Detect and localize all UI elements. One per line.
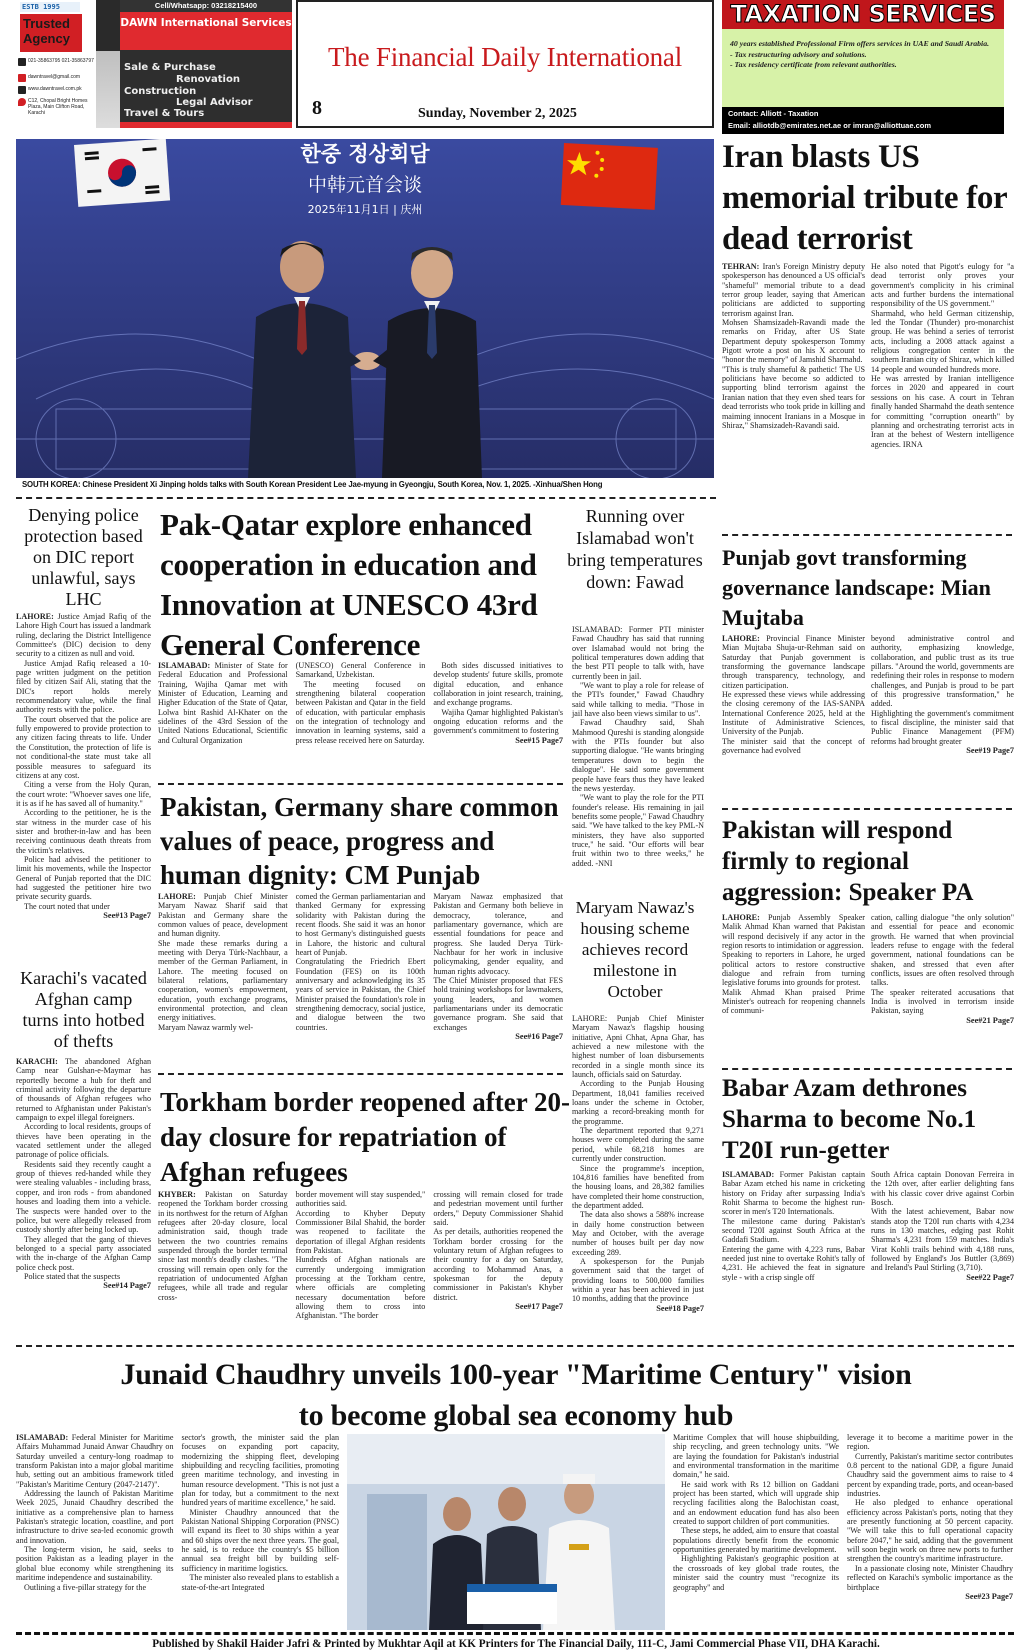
dateline: LAHORE: — [572, 1014, 608, 1023]
ad-tax-email[interactable]: Email: alliotdb@emirates.net.ae or imran@alliottuae.com — [728, 121, 932, 130]
ad-service: Construction — [124, 86, 197, 97]
paragraph: Malik Ahmad Khan praised Prime Minister's outreach for reopening channels of communi- — [722, 987, 865, 1016]
paragraph: He also noted that Pigott's eulogy for "a dead terrorist only proves your government's complicity in his criminal acts and further burdens the international responsibility of the US government." — [871, 262, 1014, 309]
article-column — [296, 1190, 426, 1321]
article-column — [296, 892, 426, 1042]
paragraph: (UNESCO) General Conference in Samarkand, Uzbekistan. — [295, 661, 426, 680]
headline-lhc[interactable]: Denying police protection based on DIC report unlawful, says LHC — [24, 505, 143, 609]
article-column — [722, 913, 865, 1025]
article-pak-qatar — [158, 661, 563, 745]
banner-korean: 한중 정상회담 — [300, 142, 430, 166]
paragraph: Residents said they recently caught a group of thieves red-handed while they were stealing valuables - including brass, copper, and iron rods - from abandoned houses and loading them into a vehicle. The suspects were handed over to the police, but were allegedly released from custody shortly after being locked up. — [16, 1159, 151, 1235]
ad-tax-line: - Tax residency certificate from relevant authorities. — [730, 60, 897, 69]
paragraph: Highlighting the government's commitment to fiscal discipline, the minister said that Public Finance Management (PFM) reforms had brought greater — [871, 708, 1014, 746]
article-column — [871, 913, 1014, 1025]
paragraph: Punjab Chief Minister Maryam Nawaz Sharif said that Pakistan and Germany share the common values of peace, development and human dignity. — [158, 892, 288, 939]
paragraph: Mohsen Shamsizadeh-Ravandi made the remarks on Friday, after US State Department deputy spokesperson Tommy Pigott wrote a post on his X account to "honor the memory" of Jamshid Sharmahd. — [722, 318, 865, 365]
ad-phone-row — [18, 58, 100, 66]
continued-link[interactable]: See#19 Page7 — [966, 746, 1014, 756]
divider — [158, 783, 563, 786]
paragraph: "We want to play a role for release of the PTI's founder," Fawad Chaudhry said while talking to media. "Those in jail have also been views similar to us". — [572, 681, 704, 719]
headline-line: to become global sea economy hub — [298, 1399, 734, 1432]
paragraph: Punjab Chief Minister Maryam Nawaz's flagship housing initiative, Apni Chhat, Apna Ghar, has achieved a new milestone with the highest number of loan disbursements recorded in a single month since its launch, officials said on Saturday. — [572, 1014, 704, 1080]
globe-icon — [18, 86, 26, 94]
dateline: LAHORE: — [722, 913, 760, 922]
article-column — [16, 1433, 174, 1592]
article-speaker — [722, 913, 1014, 1025]
headline-housing[interactable]: Maryam Nawaz's housing scheme achieves record milestone in October — [575, 898, 695, 1001]
headline-torkham[interactable]: Torkham border reopened after 20-day closure for repatriation of Afghan refugees — [160, 1087, 570, 1187]
headline-babar[interactable]: Babar Azam dethrones Sharma to become No.1 T20I run-getter — [722, 1075, 977, 1164]
paragraph: Former Pakistan captain Babar Azam etched his name in cricketing history on Friday after surpassing India's Rohit Sharma to become the highest run-scorer in men's T20 Internationals. — [722, 1170, 865, 1217]
dateline: ISLAMABAD: — [572, 625, 623, 634]
dateline: ISLAMABAD: — [158, 661, 211, 670]
paragraph: The minister also revealed plans to establish a state-of-the-art Integrated — [181, 1573, 339, 1592]
article-punjab-govt — [722, 634, 1014, 755]
china-flag — [561, 143, 658, 210]
paragraph: Minister of State for Federal Education and Professional Training, Wajiha Qamar met with Minister of Education, Learning and Higher Education of the State of Qatar, Lolwa bint Rashid Al-Khater on the sidelines of the 43rd Session of the United Nations Educational, Scientific and Cultural Organization — [158, 661, 288, 745]
paragraph: Justice Amjad Rafiq of the Lahore High Court has issued a landmark ruling, declaring the District Intelligence Committee's (DIC) decision to deny security to a citizen as null and void. — [16, 612, 151, 659]
article-column — [871, 1170, 1014, 1282]
article-junaid-left — [16, 1433, 339, 1592]
headline-punjab-govt[interactable]: Punjab govt transforming governance landscape: Mian Mujtaba — [722, 545, 991, 630]
paragraph: A spokesperson for the Punjab government said that the target of providing loans to 500,000 families within a year has been achieved in just 10 months, adding that the province — [572, 1256, 704, 1304]
ad-website-row — [18, 86, 100, 94]
article-column — [433, 892, 563, 1042]
ad-cell-whatsapp: Cell/Whatsapp: 03218215400 — [120, 0, 292, 12]
paragraph: The department reported that 9,271 houses were completed during the same period, while 68,218 homes are currently under construction. — [572, 1126, 704, 1164]
ad-estb-label: ESTB 1995 — [20, 2, 80, 12]
article-iran — [722, 262, 1014, 449]
paragraph: The court observed that the police are fully empowered to provide protection to any citizen facing threats to life. Under the Constitution, the protection of life is not conditional-the state must take all possible measures to safeguard its citizens at any cost. — [16, 714, 151, 780]
paragraph: Federal Minister for Maritime Affairs Muhammad Junaid Anwar Chaudhry on Saturday unveiled a century-long roadmap to transform Pakistan into a major global maritime hub, setting out an ambitious framework titled "Pakistan's Maritime Century (2047-2147)". — [16, 1433, 174, 1489]
article-karachi — [16, 1057, 151, 1291]
continued-link[interactable]: See#23 Page7 — [965, 1591, 1013, 1601]
photo-illustration — [16, 139, 714, 478]
paragraph: Entering the game with 4,223 runs, Babar needed just nine to overtake Rohit's tally of 4,231. He achieved the feat in signature style - with a crisp single off — [722, 1244, 865, 1282]
article-fawad — [572, 625, 704, 868]
article-torkham — [158, 1190, 563, 1321]
headline-karachi[interactable]: Karachi's vacated Afghan camp turns into hotbed of thefts — [20, 968, 147, 1051]
ad-tax-footer — [728, 108, 931, 132]
paragraph: Former PTI minister Fawad Chaudhry has said that running over Islamabad would not bring the political temperatures down adding that the best PTI people to talk with, have currently been in jail. — [572, 625, 704, 681]
advertisement-dawn-international[interactable] — [16, 0, 292, 128]
paragraph: The abandoned Afghan Camp near Gulshan-e-Maymar has reportedly become a hub for theft and criminal activity following the departure of thousands of Afghan refugees who returned to Afghanistan under Pakistan's campaign to expel illegal foreigners. — [16, 1057, 151, 1123]
article-column — [433, 1190, 563, 1321]
paragraph: Sharmahd, who held German citizenship, led the Tondar (Thunder) pro-monarchist group. He was behind a series of terrorist acts, including a 2008 attack against a religious congregation center in the southern Iranian city of Shiraz, which killed 14 people and wounded hundreds more. — [871, 308, 1014, 374]
article-column — [158, 661, 288, 745]
paragraph: He expressed these views while addressing the closing ceremony of the IAS-SANPA International Conference 2025, held at the Institute of Administrative Sciences, University of the Punjab. — [722, 690, 865, 737]
paragraph: South Africa captain Donovan Ferreira in the 12th over, after earlier delighting fans with his classic cover drive against Corbin Bosch. — [871, 1170, 1014, 1208]
continued-link[interactable]: See#16 Page7 — [515, 1032, 563, 1042]
paragraph: He was arrested by Iranian intelligence forces in 2020 and appeared in court sessions on his case. A court in Tehran finally handed Sharmahd the death sentence for committing "corruption onearth" by planning and orchestrating terrorist acts in Iran at the behest of Western intelligence agencies. IRNA — [871, 374, 1014, 449]
paragraph: As per details, authorities reopened the Torkham border crossing for the voluntary return of Afghan refugees to their country for a day on Saturday, according to Mohammad Anas, a spokesman for the deputy commissioner in Pakistan's Khyber district. — [433, 1227, 563, 1302]
paragraph: sector's growth, the minister said the plan focuses on expanding port capacity, modernizing the shipping fleet, developing shipbuilding and recycling facilities, promoting green maritime technology, and investing in human resource development. "This is not just a plan for today, but a commitment to the next hundred years of maritime excellence," he said. — [181, 1433, 339, 1508]
ad-phones: 021-35863795 021-35863797 — [28, 58, 94, 64]
paragraph: According to Khyber Deputy Commissioner Bilal Shahid, the border was reopened to facilitate the deportation of illegal Afghan residents from Pakistan. — [295, 1208, 426, 1256]
continued-link[interactable]: See#22 Page7 — [966, 1272, 1014, 1282]
paragraph: Citing a verse from the Holy Quran, the court wrote: "Whoever saves one life, it is as if he has saved all of humanity." — [16, 780, 151, 808]
headline-line: Junaid Chaudhry unveils 100-year "Maritime Century" vision — [120, 1358, 912, 1391]
continued-link[interactable]: See#13 Page7 — [103, 911, 151, 920]
paragraph: Iran's Foreign Ministry deputy spokesperson has denounced a US official's "shameful" memorial tribute to a dead terror group leader, saying that American politicians are addicted to supporting terrorism against Iran. — [722, 262, 865, 318]
article-column — [158, 892, 288, 1042]
paragraph: Provincial Finance Minister Mian Mujtaba Shuja-ur-Rehman said on Saturday that Punjab government is transforming the governance landscape through transparency, technology, and citizen participation. — [722, 634, 865, 690]
divider — [158, 1073, 563, 1076]
divider — [722, 808, 1012, 811]
ad-website: www.dawntravel.com.pk — [28, 86, 82, 92]
paragraph: Outlining a five-pillar strategy for the — [24, 1582, 147, 1592]
paragraph: According to the Punjab Housing Department, 18,041 families received loans under the scheme in October, marking a record-breaking month for the programme. — [572, 1079, 704, 1126]
ad-tax-title: TAXATION SERVICES — [722, 0, 1004, 29]
korean-flag — [74, 139, 170, 207]
paragraph: Fawad Chaudhry said, Shah Mahmood Qureshi is standing alongside with the PTIs founder but also supporting dialogue. "He wants bringing temperatures down to begin the dialogue". He said some government people have fears thus they have leaked the news yesterday. — [572, 718, 704, 793]
ad-tax-contact: Contact: Alliott - Taxation — [728, 109, 819, 118]
paragraph: The speaker reiterated accusations that India is involved in terrorism inside Pakistan, saying — [871, 987, 1014, 1016]
article-column — [182, 1433, 340, 1592]
continued-link[interactable]: See#21 Page7 — [966, 1015, 1014, 1025]
mail-icon — [18, 74, 26, 82]
paragraph: Police stated that the suspects — [24, 1271, 121, 1281]
ad-divider-strip — [96, 0, 120, 128]
banner-date: 2025年11月1日 | 庆州 — [307, 203, 423, 216]
newspaper-title[interactable]: The Financial Daily International — [327, 42, 683, 72]
photo-caption: SOUTH KOREA: Chinese President Xi Jinping holds talks with South Korean President Lee Jae-myung in Gyeongju, South Korea, Nov. 1, 2025. -Xinhua/Shen Hong — [22, 480, 603, 489]
article-column — [433, 661, 563, 745]
headline-germany[interactable]: Pakistan, Germany share common values of peace, progress and human dignity: CM Punjab — [160, 792, 559, 890]
paragraph: Police had advised the petitioner to limit his movements, while the Inspector General of Punjab reported that the DIC had suggested the petitioner hire two private security guards. — [16, 854, 151, 902]
phone-icon — [18, 58, 26, 66]
paragraph: They alleged that the gang of thieves belonged to a special party associated with the in-charge of the Afghan Camp police check post. — [16, 1234, 151, 1272]
paragraph: Pakistan on Saturday reopened the Torkham border crossing in its northwest for the return of Afghan refugees after 20-day closure, local administration said, though trade between the two countries remains suspended through the border terminal since last month's deadly clashes. "The crossing will remain open only for the repatriation of undocumented Afghan refugees, while all trade and regular cross- — [158, 1190, 288, 1302]
article-lhc — [16, 612, 151, 920]
paragraph: cation, calling dialogue "the only solution" and essential for peace and economic growth. He warned that when provincial leaders refuse to engage with the federal government, national foundations can be shaken, and stressed that even after conflicts, issues are often resolved through talks. — [871, 913, 1014, 988]
article-column — [722, 262, 865, 449]
divider — [722, 1068, 1012, 1071]
paragraph: leverage it to become a maritime power in the region. — [847, 1433, 1013, 1452]
dateline: ISLAMABAD: — [16, 1433, 69, 1442]
paragraph: "We want to play the role for the PTI founder's release. His remaining in jail benefits some people," Fawad Chaudhry said. "We have talked to the key PML-N ministers, they have also supported truce," he said. "Our efforts will bear fruit within two to three weeks," he added. -NNI — [572, 793, 704, 868]
paragraph: With the latest achievement, Babar now stands atop the T20I run charts with 4,234 runs in 130 matches, edging past Rohit Sharma's 4,231 from 159 matches. India's Virat Kohli trails behind with 4,188 runs, followed by England's Jos Buttler (3,869) and Ireland's Paul Stirling (3,710). — [871, 1207, 1014, 1273]
continued-link[interactable]: See#18 Page7 — [656, 1303, 704, 1313]
article-junaid-right — [673, 1433, 1013, 1601]
paragraph: Minister Chaudhry announced that the Pakistan National Shipping Corporation (PNSC) will expand its fleet to 30 ships within a year and 60 ships over the next three years. The goal, he said, is to reduce the country's $5 billion annual sea freight bill by building self-sufficiency in maritime logistics. — [181, 1507, 339, 1573]
paragraph: In a passionate closing note, Minister Chaudhry reflected on Karachi's symbolic importance as the birthplace — [847, 1563, 1013, 1592]
article-column — [296, 661, 426, 745]
ad-service: Renovation — [176, 74, 240, 85]
paragraph: The court noted that under — [24, 901, 110, 911]
paragraph: Hundreds of Afghan nationals are currently undergoing immigration processing at the Torkham centre, where officials are completing necessary documentation before allowing them to cross into Afghanistan. "The border — [295, 1255, 426, 1321]
divider — [16, 1345, 1014, 1348]
issue-date: Sunday, November 2, 2025 — [418, 106, 577, 121]
dateline: LAHORE: — [16, 612, 54, 621]
headline-iran[interactable]: Iran blasts US memorial tribute for dead terrorist — [722, 139, 1007, 257]
paragraph: Speaking to reporters in Lahore, he urged political actors to restore constructive dialogue and refrain from turning legislative forums into grounds for protest. — [722, 950, 865, 988]
paragraph: "This is truly shameful & pathetic! The US politicians have become so addicted to supporting blind terrorism against the Iranian nation that they even shed tears for dead terrorists who took pride in killing and maiming innocent Iranians in a Mosque in Shiraz," Shamsizadeh-Ravandi said. — [722, 364, 865, 430]
dateline: ISLAMABAD: — [722, 1170, 775, 1179]
ad-company-name: DAWN International Services — [120, 12, 292, 50]
paragraph: crossing will remain closed for trade and pedestrian movement until further orders," Deputy Commissioner Shahid said. — [433, 1190, 563, 1228]
dateline: KHYBER: — [158, 1190, 196, 1199]
paragraph: She made these remarks during a meeting with Derya Türk-Nachbaur, a member of the German Parliament, in Lahore. The meeting focused on bilateral relations, parliamentary cooperation, women's empowerment, education, youth exchange programs, environmental protection, and clean energy initiatives. — [158, 938, 288, 1023]
article-column — [722, 634, 865, 755]
photo-maritime-ceremony[interactable] — [347, 1434, 665, 1630]
paragraph: Maryam Nawaz warmly wel- — [158, 1022, 254, 1032]
divider — [16, 1632, 1014, 1635]
ad-tax-line: 40 years established Professional Firm offers services in UAE and Saudi Arabia. — [730, 39, 990, 48]
photo-illustration — [347, 1434, 665, 1630]
paragraph: The long-term vision, he said, seeks to position Pakistan as a leading player in the global blue economy while strengthening its maritime independence and sustainability. — [16, 1545, 174, 1583]
paragraph: Maritime Complex that will house shipbuilding, ship recycling, and green technology units. "We are laying the foundation for Pakistan's industrial and environmental transformation in the maritime domain," he said. — [673, 1433, 839, 1480]
photo-xi-lee-handshake[interactable] — [16, 139, 714, 478]
continued-link[interactable]: See#15 Page7 — [515, 735, 563, 745]
advertisement-taxation-services[interactable] — [722, 0, 1004, 134]
ad-address: C12, Chopal Bright Homes Plaza, Main Clifton Road, Karachi — [28, 98, 88, 116]
article-germany — [158, 892, 563, 1042]
paragraph: Wajiha Qamar highlighted Pakistan's ongoing education reforms and the government's commitment to fostering — [433, 707, 563, 736]
paragraph: The minister said that the concept of governance had evolved — [722, 736, 865, 756]
article-column — [722, 1170, 865, 1282]
article-housing — [572, 1014, 704, 1313]
paragraph: Currently, Pakistan's maritime sector contributes 0.8 percent to the national GDP, a figure Junaid Chaudhry said the government aims to raise to 4 percent by expanding trade, ports, and ocean-based industries. — [847, 1451, 1013, 1499]
headline-speaker[interactable]: Pakistan will respond firmly to regional aggression: Speaker PA — [722, 817, 974, 906]
paragraph: Maryam Nawaz emphasized that Pakistan and Germany both believe in democracy, tolerance, and parliamentary governance, which are essential foundations for peace and progress. She lauded Derya Türk-Nachbaur for her work in inclusive policymaking, gender equality, and human rights advocacy. — [433, 892, 563, 976]
dateline: LAHORE: — [722, 634, 760, 643]
continued-link[interactable]: See#14 Page7 — [103, 1281, 151, 1291]
ad-address-row — [18, 98, 100, 116]
article-column — [158, 1190, 288, 1321]
article-column — [871, 634, 1014, 755]
paragraph: He also pledged to enhance operational efficiency across Pakistan's ports, noting that they are presently functioning at 50 percent capacity. "We will take this to full operational capacity before 2047," he said, adding that the government will soon begin work on three new ports to further strengthen the country's maritime infrastructure. — [847, 1498, 1013, 1564]
ad-tax-body — [722, 29, 1004, 107]
ad-service: Legal Advisor — [176, 97, 253, 108]
location-pin-icon — [18, 98, 26, 106]
paragraph: Highlighting Pakistan's geographic position at the crossroads of key global trade routes, the minister said the country must "recognize its geography" and — [673, 1554, 839, 1592]
paragraph: Congratulating the Friedrich Ebert Foundation (FES) on its 100th anniversary and acknowledging its 35 years of service in Pakistan, the Chief Minister praised the foundation's role in strengthening democracy, social justice, and dialogue between the two countries. — [295, 957, 426, 1032]
ad-bottom-band — [120, 122, 292, 128]
paragraph: The meeting focused on strengthening bilateral cooperation between Pakistan and Qatar in the field of education, with particular emphasis on the integration of technology and innovation in learning systems, said a press release received here on Saturday. — [295, 679, 426, 745]
ad-email: dawntravel@gmail.com — [28, 74, 81, 80]
dateline: KARACHI: — [16, 1057, 58, 1066]
headline-pak-qatar[interactable]: Pak-Qatar explore enhanced cooperation in education and Innovation at UNESCO 43rd General Conference — [160, 507, 538, 662]
divider — [722, 534, 1012, 537]
paragraph: beyond administrative control and authority, emphasizing knowledge, collaboration, and public trust as its true pillars. "Around the world, governments are redefining their roles in response to modern challenges, and Punjab is proud to be part of this progressive transformation," he added. — [871, 634, 1014, 709]
masthead — [296, 0, 714, 128]
ad-service: Travel & Tours — [124, 108, 205, 119]
ad-service: Sale & Purchase — [124, 62, 216, 73]
paragraph: According to the petitioner, he is the star witness in the murder case of his sister and brother-in-law and has been receiving continuous death threats from the victim's relatives. — [16, 808, 151, 855]
divider — [16, 497, 716, 500]
article-babar — [722, 1170, 1014, 1282]
paragraph: The data also shows a 588% increase in daily home construction between May and October, with the average number of houses built per day now exceeding 289. — [572, 1210, 704, 1257]
dateline: LAHORE: — [158, 892, 196, 901]
paragraph: border movement will stay suspended," authorities said. — [295, 1190, 426, 1209]
article-column — [871, 262, 1014, 449]
ad-email-row — [18, 74, 100, 82]
headline-junaid[interactable] — [16, 1354, 1016, 1436]
banner-chinese: 中韩元首会谈 — [307, 174, 423, 196]
article-column — [673, 1433, 839, 1601]
paragraph: These steps, he added, aim to ensure that coastal populations directly benefit from the economic opportunities generated by maritime development. — [673, 1526, 839, 1555]
dateline: TEHRAN: — [722, 262, 760, 271]
footer-imprint: Published by Shakil Haider Jafri & Printed by Mukhtar Aqil at KK Printers for The Financial Daily, 111-C, Jami Commercial Phase VII, DHA Karachi. — [152, 1638, 880, 1650]
paragraph: comed the German parliamentarian and thanked Germany for expressing solidarity with Pakistan during the recent floods. She said it was an honor to host Germany's distinguished guests in Lahore, the historic and cultural heart of Punjab. — [295, 892, 426, 958]
continued-link[interactable]: See#17 Page7 — [515, 1302, 563, 1312]
headline-fawad[interactable]: Running over Islamabad won't bring temperatures down: Fawad — [567, 506, 703, 592]
ad-trusted-agency-badge: Trusted Agency — [20, 14, 82, 52]
paragraph: The milestone came during Pakistan's second T20I against South Africa at the Gaddafi Stadium. — [722, 1216, 865, 1245]
paragraph: He said work with Rs 12 billion on Gaddani project has been started, which will upgrade ship recycling facilities along the Balochistan coast, and an endowment education fund has also been created to support children of port communities. — [673, 1479, 839, 1527]
article-column — [847, 1433, 1013, 1601]
page-number: 8 — [312, 97, 322, 119]
paragraph: The Chief Minister proposed that FES hold training workshops for lawmakers, young leaders, and women parliamentarians under its democratic governance program. She said that exchanges — [433, 976, 563, 1032]
paragraph: Justice Amjad Rafiq released a 10-page written judgment on the petition filed by citizen Saif Ali, stating that the DIC's report holds merely recommendatory value, while the final authority rests with the police. — [16, 658, 151, 715]
paragraph: Addressing the launch of Pakistan Maritime Week 2025, Junaid Chaudhry described the initiative as a comprehensive plan to harness Pakistan's strategic location, coastline, and port infrastructure to drive sea-led economic growth and innovation. — [16, 1489, 174, 1545]
paragraph: Both sides discussed initiatives to develop students' future skills, promote digital education, and enhance collaboration in joint research, training, and exchange programs. — [433, 661, 563, 708]
paragraph: Since the programme's inception, 104,816 families have benefited from the housing loans, and 28,382 families have completed their home construction, the department added. — [572, 1163, 704, 1210]
paragraph: According to local residents, groups of thieves have been operating in the vacated settlement under the alleged patronage of police officials. — [16, 1122, 151, 1160]
paragraph: Punjab Assembly Speaker Malik Ahmad Khan warned that Pakistan will respond decisively if any actor in the region resorts to intimidation or aggression. — [722, 913, 865, 951]
ad-tax-line: - Tax restructuring advisory and solutions. — [730, 49, 867, 59]
